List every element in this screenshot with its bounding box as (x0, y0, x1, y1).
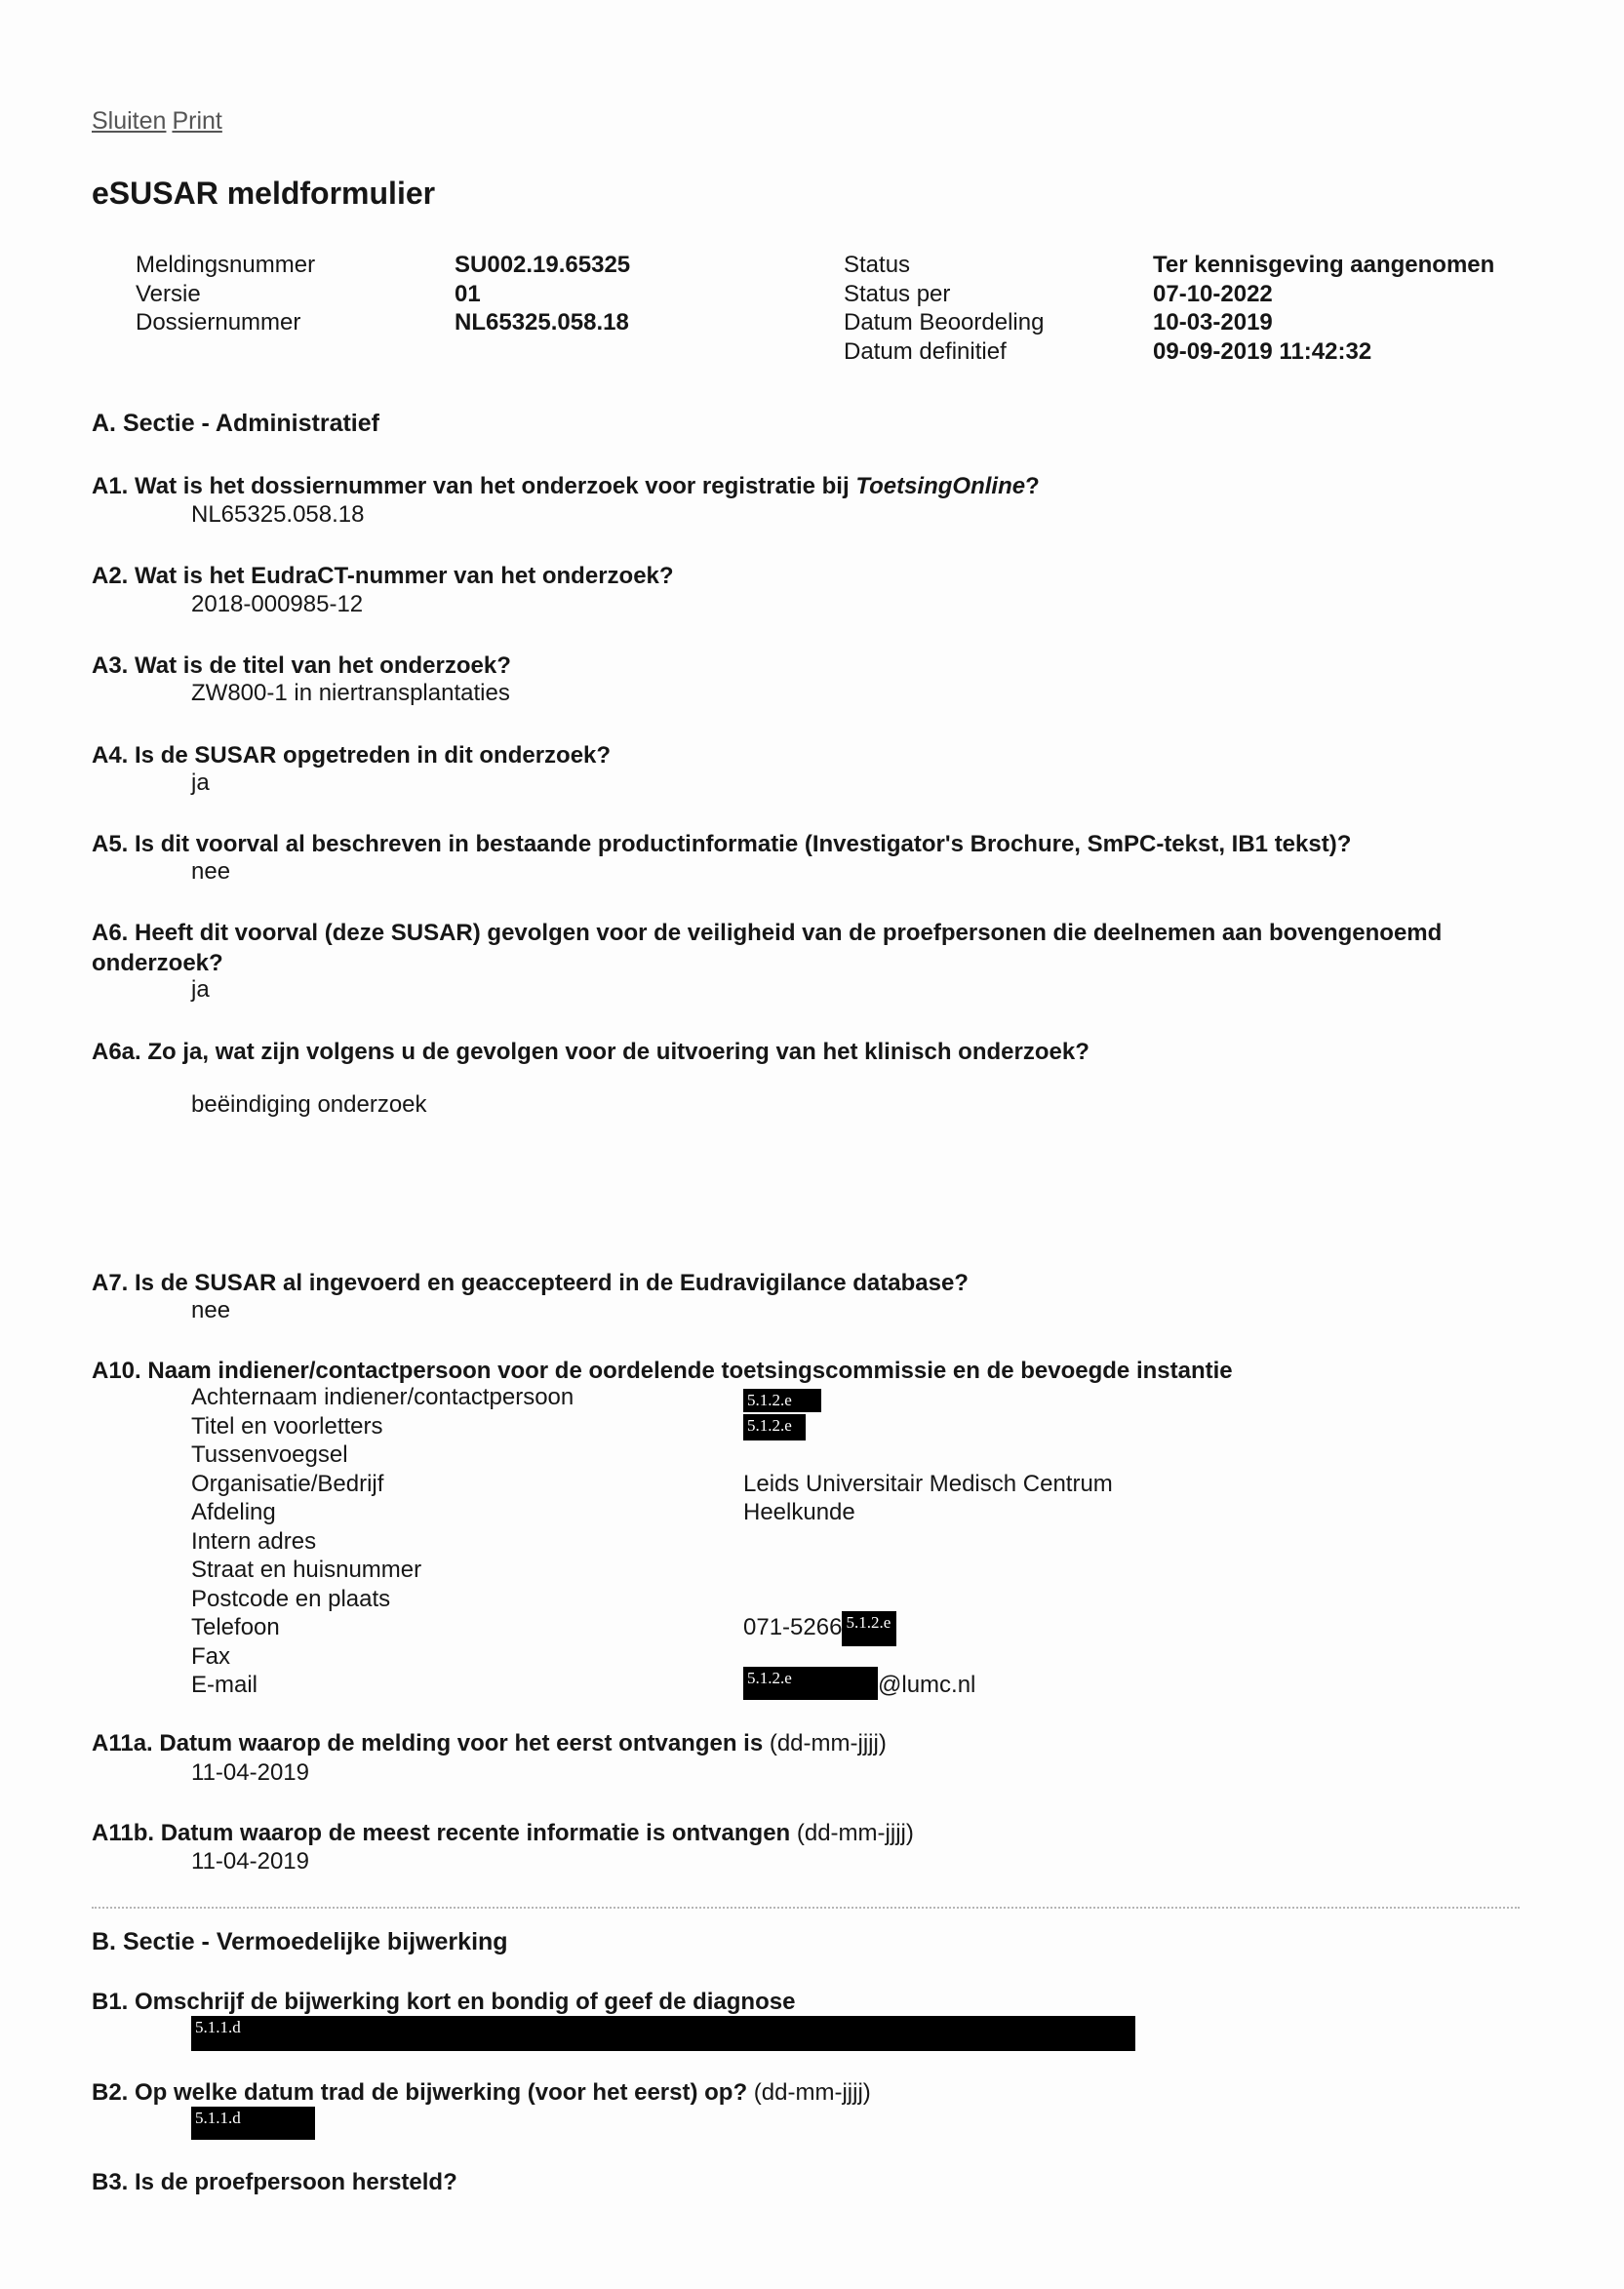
question-a5: A5. Is dit voorval al beschreven in bestaande productinformatie (Investigator's Brochure, SmPC-tekst, IB1 tekst)? (92, 831, 1352, 857)
answer-a3: ZW800-1 in niertransplantaties (191, 680, 510, 706)
contact-row (191, 1642, 1113, 1672)
contact-row (191, 1556, 1113, 1585)
contact-row (191, 1440, 1113, 1470)
redaction-box: 5.1.2.e (743, 1667, 878, 1700)
meta-value: Ter kennisgeving aangenomen (1153, 252, 1495, 278)
question-b3: B3. Is de proefpersoon hersteld? (92, 2169, 457, 2195)
meta-label: Datum definitief (844, 337, 1007, 365)
contact-value: @lumc.nl (878, 1672, 976, 1698)
answer-a11b: 11-04-2019 (191, 1848, 309, 1875)
contact-value: 071-5266 (743, 1614, 843, 1640)
close-link[interactable]: Sluiten (92, 107, 167, 135)
answer-a6a: beëindiging onderzoek (191, 1091, 427, 1118)
contact-label: E-mail (191, 1672, 258, 1698)
question-emphasis: ToetsingOnline (855, 473, 1026, 499)
answer-a11a: 11-04-2019 (191, 1759, 309, 1786)
meta-value: 10-03-2019 (1153, 309, 1273, 335)
contact-row (191, 1527, 1113, 1557)
question-a4: A4. Is de SUSAR opgetreden in dit onderzoek? (92, 742, 612, 769)
question-a10: A10. Naam indiener/contactpersoon voor de oordelende toetsingscommissie en de bevoegde instantie (92, 1358, 1233, 1384)
contact-label: Intern adres (191, 1527, 317, 1555)
date-format-hint: (dd-mm-jjjj) (790, 1820, 914, 1846)
question-text: A1. Wat is het dossiernummer van het onderzoek voor registratie bij (92, 473, 856, 499)
contact-row (191, 1613, 1113, 1642)
question-text: A11b. Datum waarop de meest recente informatie is ontvangen (92, 1820, 791, 1846)
meta-label: Status (844, 252, 911, 278)
meta-value: NL65325.058.18 (455, 309, 629, 335)
answer-a5: nee (191, 858, 231, 885)
section-b-title: B. Sectie - Vermoedelijke bijwerking (92, 1928, 508, 1955)
contact-row (191, 1383, 1113, 1412)
meta-label: Dossiernummer (136, 309, 301, 335)
redaction-box: 5.1.2.e (743, 1414, 806, 1441)
meta-value: 07-10-2022 (1153, 280, 1273, 307)
redaction-box: 5.1.1.d (191, 2016, 1135, 2051)
contact-label: Organisatie/Bedrijf (191, 1470, 384, 1497)
question-a7: A7. Is de SUSAR al ingevoerd en geaccepteerd in de Eudravigilance database? (92, 1270, 969, 1296)
print-link[interactable]: Print (172, 107, 222, 135)
question-a6: A6. Heeft dit voorval (deze SUSAR) gevolgen voor de veiligheid van de proefpersonen die deelnemen aan bovengenoemd onderzoek? (92, 920, 1443, 976)
contact-row (191, 1585, 1113, 1614)
meta-value: 09-09-2019 11:42:32 (1153, 337, 1372, 365)
answer-a1: NL65325.058.18 (191, 501, 365, 528)
question-a6a: A6a. Zo ja, wat zijn volgens u de gevolgen voor de uitvoering van het klinisch onderzoek? (92, 1039, 1089, 1065)
question-b1: B1. Omschrijf de bijwerking kort en bondig of geef de diagnose (92, 1989, 796, 2015)
question-end: ? (1025, 473, 1040, 499)
contact-label: Achternaam indiener/contactpersoon (191, 1384, 574, 1410)
meta-label: Datum Beoordeling (844, 309, 1045, 335)
question-b2 (92, 2077, 1535, 2108)
meta-right-values (1153, 251, 1494, 366)
contact-label: Tussenvoegsel (191, 1441, 348, 1468)
contact-label: Titel en voorletters (191, 1412, 383, 1440)
redaction-box: 5.1.2.e (842, 1611, 896, 1646)
meta-left-labels (136, 251, 315, 337)
meta-label: Status per (844, 280, 951, 307)
meta-right-labels (844, 251, 1044, 366)
section-a-title: A. Sectie - Administratief (92, 410, 379, 437)
contact-label: Telefoon (191, 1614, 280, 1640)
contact-label: Postcode en plaats (191, 1585, 391, 1612)
meta-value: 01 (455, 280, 481, 307)
answer-a7: nee (191, 1297, 231, 1323)
contact-row (191, 1412, 1113, 1441)
contact-value: Heelkunde (743, 1499, 855, 1525)
section-divider (92, 1907, 1520, 1909)
redaction-box: 5.1.1.d (191, 2107, 315, 2140)
question-a3: A3. Wat is de titel van het onderzoek? (92, 652, 511, 679)
meta-label: Versie (136, 280, 201, 307)
question-a2: A2. Wat is het EudraCT-nummer van het onderzoek? (92, 563, 674, 589)
contact-label: Fax (191, 1642, 231, 1670)
answer-a6: ja (191, 976, 210, 1003)
redaction-box: 5.1.2.e (743, 1389, 821, 1412)
question-a11a (92, 1728, 1535, 1758)
top-links (92, 107, 228, 136)
contact-table (191, 1383, 1113, 1700)
contact-label: Afdeling (191, 1499, 276, 1525)
question-a1 (92, 471, 1535, 501)
date-format-hint: (dd-mm-jjjj) (763, 1730, 887, 1756)
question-a11b (92, 1818, 1535, 1848)
question-text: B2. Op welke datum trad de bijwerking (voor het eerst) op? (92, 2079, 748, 2106)
page-title: eSUSAR meldformulier (92, 176, 436, 211)
contact-row (191, 1671, 1113, 1700)
meta-label: Meldingsnummer (136, 252, 316, 278)
contact-value: Leids Universitair Medisch Centrum (743, 1470, 1113, 1497)
contact-row (191, 1470, 1113, 1499)
question-text: A11a. Datum waarop de melding voor het eerst ontvangen is (92, 1730, 764, 1756)
answer-a2: 2018-000985-12 (191, 591, 364, 617)
meta-left-values (455, 251, 630, 337)
answer-a4: ja (191, 770, 210, 796)
meta-value: SU002.19.65325 (455, 252, 631, 278)
contact-label: Straat en huisnummer (191, 1557, 422, 1583)
contact-row (191, 1498, 1113, 1527)
date-format-hint: (dd-mm-jjjj) (747, 2079, 871, 2106)
